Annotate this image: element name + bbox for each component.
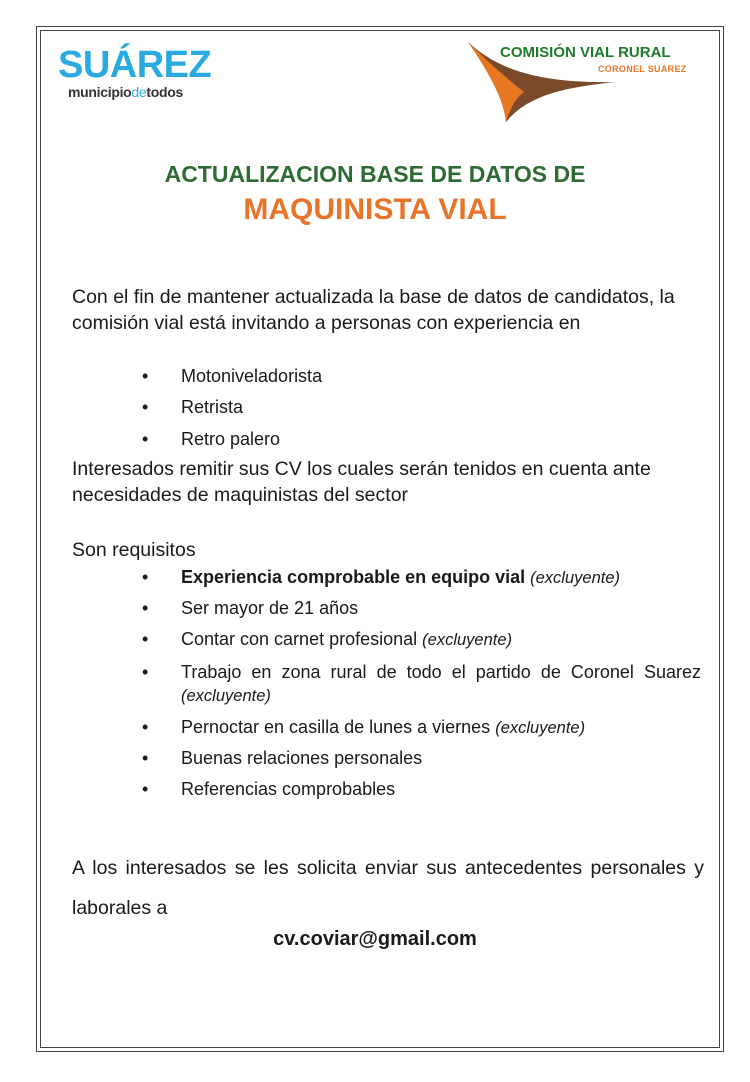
bullet-icon: • xyxy=(142,397,149,417)
comision-vial-title: COMISIÓN VIAL RURAL xyxy=(500,44,671,61)
requirement-text: Ser mayor de 21 años xyxy=(181,598,359,618)
bullet-icon: • xyxy=(142,748,149,768)
tagline-part-3: todos xyxy=(146,84,184,100)
comision-vial-logo xyxy=(466,38,716,128)
requirement-note: (excluyente) xyxy=(181,687,271,705)
tagline-part-2: de xyxy=(131,84,147,100)
suarez-logo xyxy=(58,46,211,100)
closing-paragraph: A los interesados se les solicita enviar sus antecedentes personales y laborales a xyxy=(72,857,704,919)
requirement-text: Buenas relaciones personales xyxy=(181,748,423,768)
role-item: Retro palero xyxy=(181,429,281,449)
suarez-logo-text: SUÁREZ xyxy=(58,44,212,86)
requirement-note: (excluyente) xyxy=(530,569,620,587)
requirement-text: Contar con carnet profesional xyxy=(181,629,418,649)
bullet-icon: • xyxy=(142,429,149,449)
requirement-text: Pernoctar en casilla de lunes a viernes xyxy=(181,717,491,737)
contact-email[interactable]: cv.coviar@gmail.com xyxy=(273,928,477,950)
tagline-part-1: municipio xyxy=(68,84,132,100)
bullet-icon: • xyxy=(142,779,149,799)
requirements-heading: Son requisitos xyxy=(72,539,196,561)
role-item: Motoniveladorista xyxy=(181,366,323,386)
requirement-note: (excluyente) xyxy=(495,719,586,737)
comision-vial-subtitle: CORONEL SUAREZ xyxy=(598,64,687,74)
bullet-icon: • xyxy=(142,629,149,649)
requirement-text: Trabajo en zona rural de todo el partido de Coronel Suarez xyxy=(181,662,701,682)
intro-paragraph: Con el fin de mantener actualizada la base de datos de candidatos, la comisión vial está invitando a personas con experiencia en xyxy=(72,286,675,334)
interest-paragraph: Interesados remitir sus CV los cuales serán tenidos en cuenta ante necesidades de maquinistas del sector xyxy=(72,458,651,506)
bullet-icon: • xyxy=(142,567,149,587)
requirement-note: (excluyente) xyxy=(422,631,513,649)
role-item: Retrista xyxy=(181,397,244,417)
bullet-icon: • xyxy=(142,598,149,618)
page-title: ACTUALIZACION BASE DE DATOS DE xyxy=(164,161,586,187)
page-subtitle: MAQUINISTA VIAL xyxy=(243,193,507,226)
bullet-icon: • xyxy=(142,662,149,682)
requirement-text: Referencias comprobables xyxy=(181,779,396,799)
suarez-logo-tagline xyxy=(68,84,211,100)
bullet-icon: • xyxy=(142,717,149,737)
bullet-icon: • xyxy=(142,366,149,386)
requirement-text: Experiencia comprobable en equipo vial xyxy=(181,567,526,587)
